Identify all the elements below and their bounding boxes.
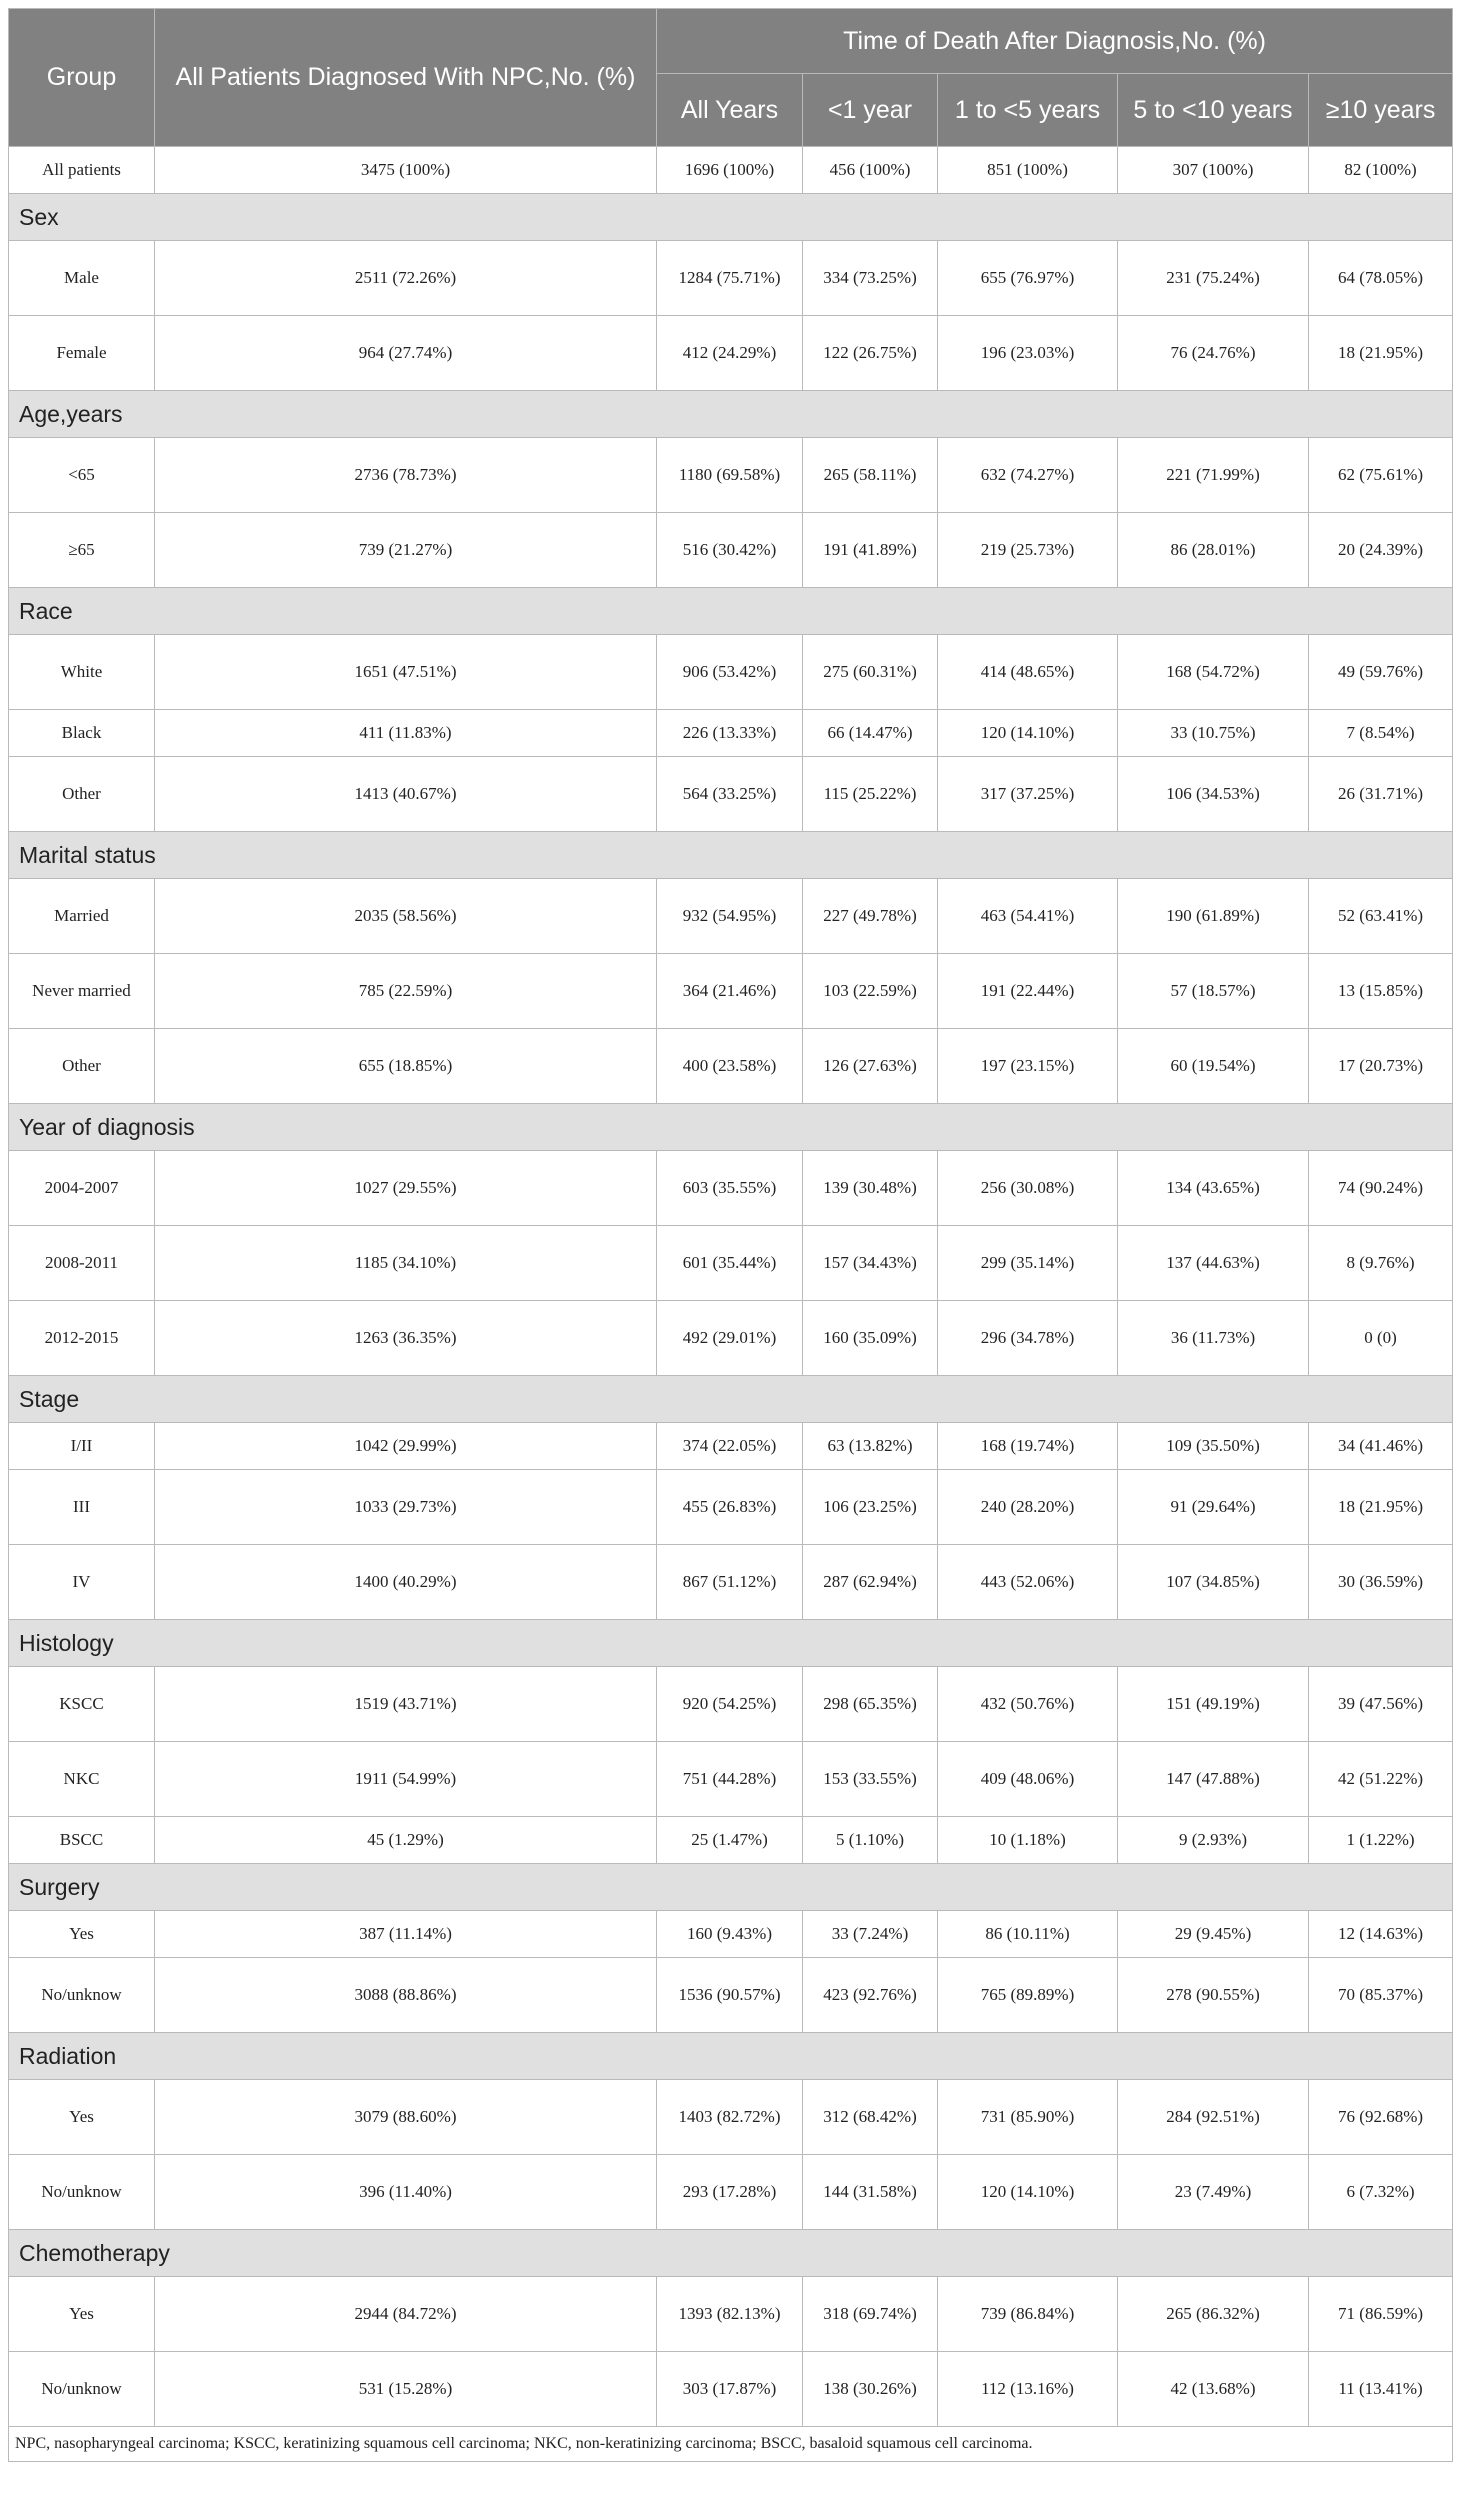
table-cell: 17 (20.73%) [1309,1029,1453,1104]
table-cell: 318 (69.74%) [803,2277,938,2352]
table-cell: 1185 (34.10%) [155,1226,657,1301]
table-cell: 39 (47.56%) [1309,1667,1453,1742]
table-cell: 157 (34.43%) [803,1226,938,1301]
data-table [8,8,1453,2462]
footnote: NPC, nasopharyngeal carcinoma; KSCC, keratinizing squamous cell carcinoma; NKC, non-keratinizing carcinoma; BSCC, basaloid squamous cell carcinoma. [9,2427,1453,2462]
table-cell: 86 (28.01%) [1118,513,1309,588]
table-row [9,1301,1453,1376]
table-cell: 739 (86.84%) [938,2277,1118,2352]
table-cell: 137 (44.63%) [1118,1226,1309,1301]
table-footer [9,2427,1453,2462]
table-cell: 18 (21.95%) [1309,1470,1453,1545]
row-label: White [9,635,155,710]
table-cell: 63 (13.82%) [803,1423,938,1470]
row-label: Never married [9,954,155,1029]
row-label: Yes [9,2080,155,2155]
table-cell: 851 (100%) [938,147,1118,194]
row-label: No/unknow [9,1958,155,2033]
table-row [9,757,1453,832]
table-cell: 1536 (90.57%) [657,1958,803,2033]
table-cell: 1027 (29.55%) [155,1151,657,1226]
table-cell: 160 (9.43%) [657,1911,803,1958]
table-cell: 219 (25.73%) [938,513,1118,588]
row-label: Yes [9,2277,155,2352]
table-cell: 1519 (43.71%) [155,1667,657,1742]
table-cell: 33 (7.24%) [803,1911,938,1958]
table-row [9,241,1453,316]
table-row [9,438,1453,513]
table-cell: 564 (33.25%) [657,757,803,832]
section-row [9,391,1453,438]
table-cell: 70 (85.37%) [1309,1958,1453,2033]
table-header [9,9,1453,147]
table-cell: 151 (49.19%) [1118,1667,1309,1742]
table-cell: 106 (34.53%) [1118,757,1309,832]
table-cell: 423 (92.76%) [803,1958,938,2033]
table-cell: 76 (24.76%) [1118,316,1309,391]
row-label: All patients [9,147,155,194]
table-row [9,635,1453,710]
table-cell: 160 (35.09%) [803,1301,938,1376]
section-row [9,1864,1453,1911]
table-cell: 412 (24.29%) [657,316,803,391]
row-label: Married [9,879,155,954]
table-row [9,710,1453,757]
table-cell: 106 (23.25%) [803,1470,938,1545]
table-cell: 632 (74.27%) [938,438,1118,513]
table-cell: 516 (30.42%) [657,513,803,588]
section-label: Marital status [9,832,1453,879]
table-cell: 492 (29.01%) [657,1301,803,1376]
table-cell: 57 (18.57%) [1118,954,1309,1029]
table-cell: 52 (63.41%) [1309,879,1453,954]
section-row [9,1104,1453,1151]
row-label: No/unknow [9,2155,155,2230]
section-row [9,194,1453,241]
table-cell: 765 (89.89%) [938,1958,1118,2033]
table-cell: 120 (14.10%) [938,710,1118,757]
row-label: Black [9,710,155,757]
table-cell: 284 (92.51%) [1118,2080,1309,2155]
table-cell: 1651 (47.51%) [155,635,657,710]
table-cell: 71 (86.59%) [1309,2277,1453,2352]
1-to-5-years-header: 1 to <5 years [938,74,1118,147]
table-cell: 1393 (82.13%) [657,2277,803,2352]
table-cell: 23 (7.49%) [1118,2155,1309,2230]
section-label: Surgery [9,1864,1453,1911]
table-cell: 86 (10.11%) [938,1911,1118,1958]
table-cell: 920 (54.25%) [657,1667,803,1742]
table-cell: 1042 (29.99%) [155,1423,657,1470]
table-row [9,954,1453,1029]
under-1-year-header: <1 year [803,74,938,147]
table-cell: 45 (1.29%) [155,1817,657,1864]
row-label: NKC [9,1742,155,1817]
group-header: Group [9,9,155,147]
all-patients-header: All Patients Diagnosed With NPC,No. (%) [155,9,657,147]
table-cell: 867 (51.12%) [657,1545,803,1620]
table-cell: 3079 (88.60%) [155,2080,657,2155]
table-cell: 307 (100%) [1118,147,1309,194]
table-row [9,1029,1453,1104]
table-cell: 139 (30.48%) [803,1151,938,1226]
table-cell: 603 (35.55%) [657,1151,803,1226]
table-cell: 3475 (100%) [155,147,657,194]
table-cell: 109 (35.50%) [1118,1423,1309,1470]
table-cell: 334 (73.25%) [803,241,938,316]
table-cell: 168 (19.74%) [938,1423,1118,1470]
table-row [9,2155,1453,2230]
section-label: Histology [9,1620,1453,1667]
table-cell: 2035 (58.56%) [155,879,657,954]
table-row [9,1470,1453,1545]
table-cell: 18 (21.95%) [1309,316,1453,391]
table-cell: 76 (92.68%) [1309,2080,1453,2155]
table-cell: 227 (49.78%) [803,879,938,954]
table-cell: 11 (13.41%) [1309,2352,1453,2427]
row-label: 2008-2011 [9,1226,155,1301]
row-label: 2012-2015 [9,1301,155,1376]
table-cell: 287 (62.94%) [803,1545,938,1620]
table-cell: 387 (11.14%) [155,1911,657,1958]
table-row [9,316,1453,391]
table-cell: 1 (1.22%) [1309,1817,1453,1864]
table-cell: 409 (48.06%) [938,1742,1118,1817]
table-row [9,1817,1453,1864]
table-cell: 317 (37.25%) [938,757,1118,832]
table-cell: 29 (9.45%) [1118,1911,1309,1958]
table-cell: 7 (8.54%) [1309,710,1453,757]
table-cell: 278 (90.55%) [1118,1958,1309,2033]
row-label: Male [9,241,155,316]
table-cell: 36 (11.73%) [1118,1301,1309,1376]
table-cell: 531 (15.28%) [155,2352,657,2427]
row-label: No/unknow [9,2352,155,2427]
table-cell: 221 (71.99%) [1118,438,1309,513]
table-cell: 256 (30.08%) [938,1151,1118,1226]
table-cell: 82 (100%) [1309,147,1453,194]
section-label: Age,years [9,391,1453,438]
section-row [9,2033,1453,2080]
section-label: Stage [9,1376,1453,1423]
table-cell: 30 (36.59%) [1309,1545,1453,1620]
table-cell: 196 (23.03%) [938,316,1118,391]
table-cell: 144 (31.58%) [803,2155,938,2230]
table-cell: 1413 (40.67%) [155,757,657,832]
table-cell: 190 (61.89%) [1118,879,1309,954]
section-label: Chemotherapy [9,2230,1453,2277]
row-label: III [9,1470,155,1545]
table-cell: 293 (17.28%) [657,2155,803,2230]
row-label: ≥65 [9,513,155,588]
table-cell: 414 (48.65%) [938,635,1118,710]
section-row [9,832,1453,879]
table-cell: 265 (58.11%) [803,438,938,513]
table-row [9,1667,1453,1742]
table-cell: 432 (50.76%) [938,1667,1118,1742]
table-cell: 122 (26.75%) [803,316,938,391]
table-cell: 3088 (88.86%) [155,1958,657,2033]
10-plus-years-header: ≥10 years [1309,74,1453,147]
table-cell: 265 (86.32%) [1118,2277,1309,2352]
row-label: Female [9,316,155,391]
table-cell: 33 (10.75%) [1118,710,1309,757]
row-label: BSCC [9,1817,155,1864]
table-cell: 1400 (40.29%) [155,1545,657,1620]
table-cell: 906 (53.42%) [657,635,803,710]
section-label: Year of diagnosis [9,1104,1453,1151]
table-row [9,1423,1453,1470]
table-cell: 42 (13.68%) [1118,2352,1309,2427]
table-cell: 91 (29.64%) [1118,1470,1309,1545]
table-cell: 932 (54.95%) [657,879,803,954]
section-row [9,588,1453,635]
table-cell: 364 (21.46%) [657,954,803,1029]
table-row [9,147,1453,194]
table-cell: 275 (60.31%) [803,635,938,710]
table-cell: 463 (54.41%) [938,879,1118,954]
table-row [9,2080,1453,2155]
table-cell: 9 (2.93%) [1118,1817,1309,1864]
table-cell: 74 (90.24%) [1309,1151,1453,1226]
table-cell: 66 (14.47%) [803,710,938,757]
table-cell: 240 (28.20%) [938,1470,1118,1545]
section-row [9,1376,1453,1423]
table-cell: 42 (51.22%) [1309,1742,1453,1817]
table-row [9,1151,1453,1226]
table-cell: 731 (85.90%) [938,2080,1118,2155]
table-cell: 296 (34.78%) [938,1301,1118,1376]
section-row [9,1620,1453,1667]
table-cell: 312 (68.42%) [803,2080,938,2155]
row-label: 2004-2007 [9,1151,155,1226]
time-of-death-header: Time of Death After Diagnosis,No. (%) [657,9,1453,74]
table-cell: 120 (14.10%) [938,2155,1118,2230]
table-cell: 8 (9.76%) [1309,1226,1453,1301]
table-cell: 1033 (29.73%) [155,1470,657,1545]
table-cell: 2944 (84.72%) [155,2277,657,2352]
row-label: Yes [9,1911,155,1958]
table-cell: 115 (25.22%) [803,757,938,832]
table-cell: 5 (1.10%) [803,1817,938,1864]
table-cell: 60 (19.54%) [1118,1029,1309,1104]
row-label: KSCC [9,1667,155,1742]
table-cell: 168 (54.72%) [1118,635,1309,710]
table-row [9,2277,1453,2352]
table-cell: 147 (47.88%) [1118,1742,1309,1817]
table-cell: 226 (13.33%) [657,710,803,757]
table-cell: 411 (11.83%) [155,710,657,757]
table-cell: 1263 (36.35%) [155,1301,657,1376]
table-cell: 299 (35.14%) [938,1226,1118,1301]
section-label: Race [9,588,1453,635]
table-cell: 20 (24.39%) [1309,513,1453,588]
table-cell: 25 (1.47%) [657,1817,803,1864]
table-cell: 601 (35.44%) [657,1226,803,1301]
table-cell: 655 (76.97%) [938,241,1118,316]
table-cell: 197 (23.15%) [938,1029,1118,1104]
table-cell: 455 (26.83%) [657,1470,803,1545]
table-row [9,1742,1453,1817]
row-label: Other [9,1029,155,1104]
table-cell: 6 (7.32%) [1309,2155,1453,2230]
table-cell: 1403 (82.72%) [657,2080,803,2155]
table-cell: 26 (31.71%) [1309,757,1453,832]
table-cell: 138 (30.26%) [803,2352,938,2427]
table-cell: 298 (65.35%) [803,1667,938,1742]
section-label: Radiation [9,2033,1453,2080]
table-cell: 374 (22.05%) [657,1423,803,1470]
table-cell: 443 (52.06%) [938,1545,1118,1620]
table-cell: 103 (22.59%) [803,954,938,1029]
row-label: IV [9,1545,155,1620]
table-cell: 400 (23.58%) [657,1029,803,1104]
section-row [9,2230,1453,2277]
table-cell: 191 (22.44%) [938,954,1118,1029]
table-cell: 1284 (75.71%) [657,241,803,316]
table-cell: 153 (33.55%) [803,1742,938,1817]
table-cell: 785 (22.59%) [155,954,657,1029]
table-row [9,879,1453,954]
table-cell: 2511 (72.26%) [155,241,657,316]
table-cell: 126 (27.63%) [803,1029,938,1104]
table-cell: 739 (21.27%) [155,513,657,588]
row-label: I/II [9,1423,155,1470]
table-cell: 13 (15.85%) [1309,954,1453,1029]
section-label: Sex [9,194,1453,241]
table-cell: 303 (17.87%) [657,2352,803,2427]
table-cell: 964 (27.74%) [155,316,657,391]
table-cell: 751 (44.28%) [657,1742,803,1817]
5-to-10-years-header: 5 to <10 years [1118,74,1309,147]
table-cell: 112 (13.16%) [938,2352,1118,2427]
table-cell: 1180 (69.58%) [657,438,803,513]
table-row [9,513,1453,588]
table-cell: 10 (1.18%) [938,1817,1118,1864]
table-row [9,1958,1453,2033]
all-years-header: All Years [657,74,803,147]
table-row [9,2352,1453,2427]
table-cell: 1696 (100%) [657,147,803,194]
table-cell: 64 (78.05%) [1309,241,1453,316]
table-cell: 134 (43.65%) [1118,1151,1309,1226]
table-row [9,1545,1453,1620]
table-cell: 34 (41.46%) [1309,1423,1453,1470]
table-row [9,1911,1453,1958]
table-cell: 49 (59.76%) [1309,635,1453,710]
table-body [9,147,1453,2427]
row-label: Other [9,757,155,832]
table-cell: 396 (11.40%) [155,2155,657,2230]
table-cell: 107 (34.85%) [1118,1545,1309,1620]
table-cell: 655 (18.85%) [155,1029,657,1104]
row-label: <65 [9,438,155,513]
table-row [9,1226,1453,1301]
table-cell: 231 (75.24%) [1118,241,1309,316]
table-cell: 191 (41.89%) [803,513,938,588]
table-cell: 62 (75.61%) [1309,438,1453,513]
table-cell: 2736 (78.73%) [155,438,657,513]
table-cell: 0 (0) [1309,1301,1453,1376]
table-cell: 1911 (54.99%) [155,1742,657,1817]
table-cell: 456 (100%) [803,147,938,194]
table-cell: 12 (14.63%) [1309,1911,1453,1958]
